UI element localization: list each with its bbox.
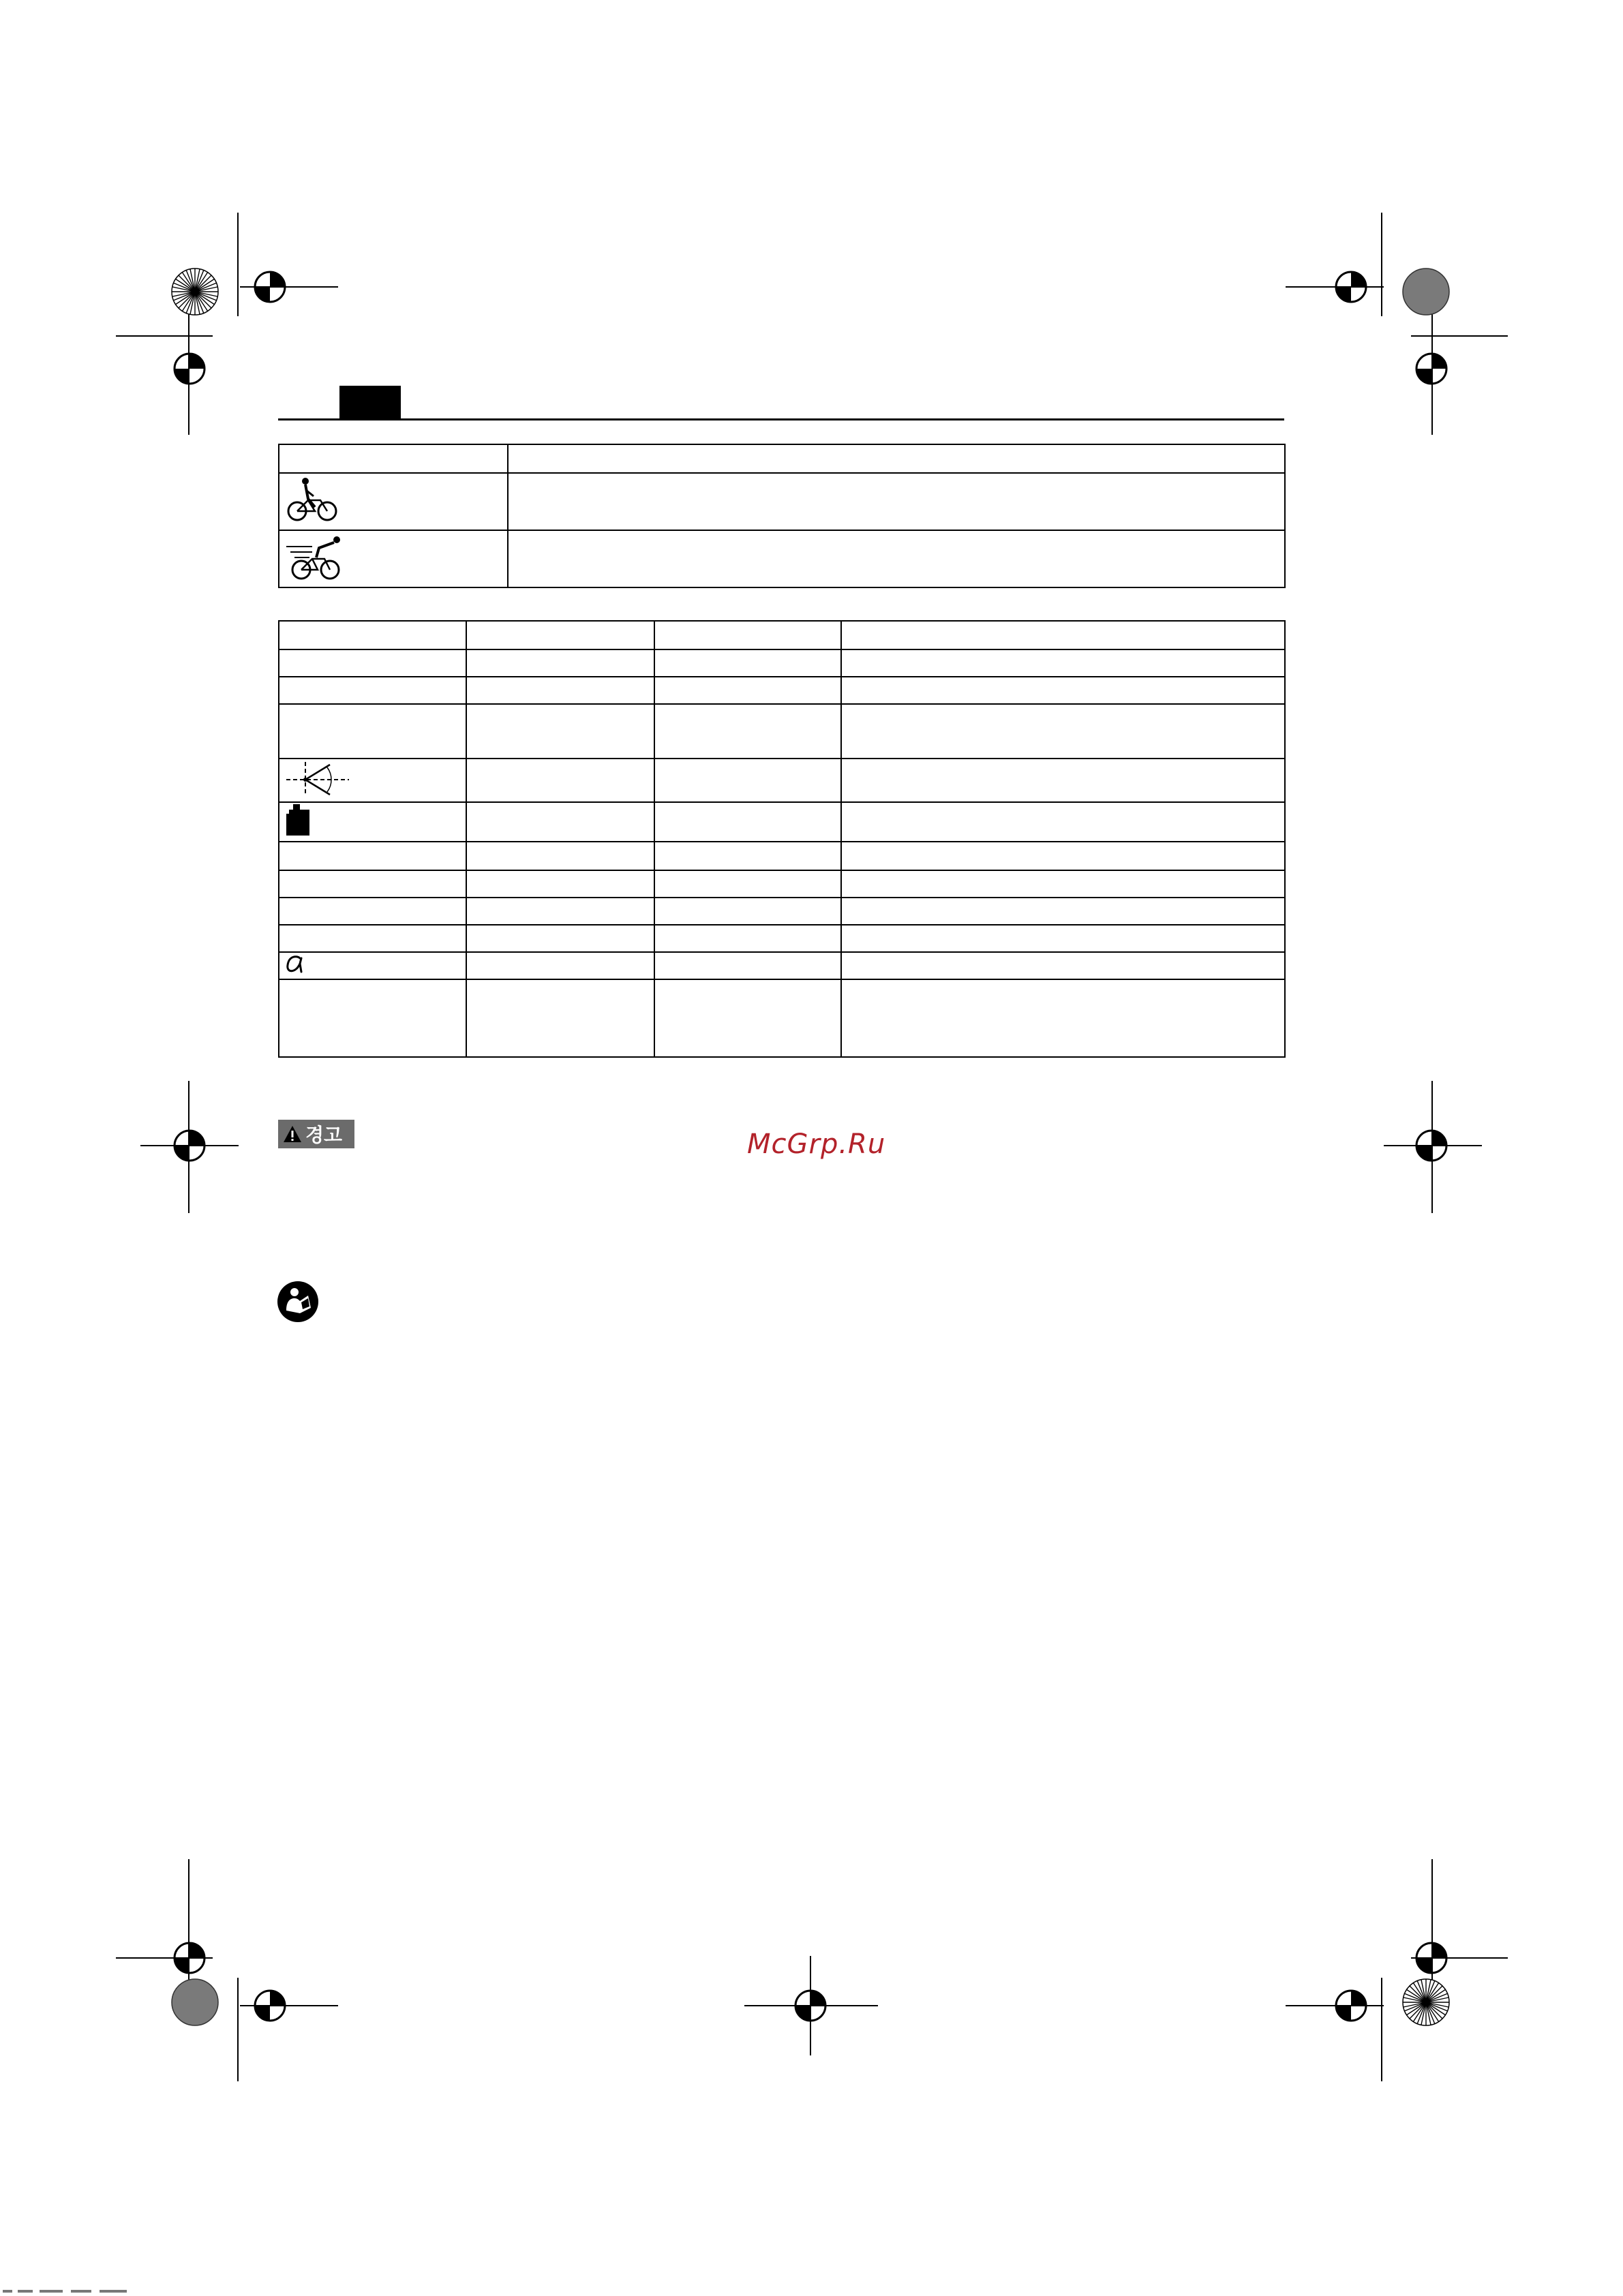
mode-description <box>508 473 1285 530</box>
mode-table <box>278 444 1286 588</box>
warning-triangle-icon <box>282 1124 303 1144</box>
table-cell <box>841 898 1285 925</box>
table-cell <box>466 898 654 925</box>
table-row <box>279 677 1285 704</box>
spec-table <box>278 620 1286 1058</box>
star-wheel-icon <box>170 267 219 316</box>
registration-target-icon <box>1404 1931 1459 1985</box>
table-cell <box>466 952 654 979</box>
table-cell <box>466 649 654 677</box>
footer-print-marks <box>0 2289 150 2294</box>
table-cell <box>279 677 466 704</box>
table-cell <box>279 870 466 898</box>
angle-measure-icon <box>285 759 350 797</box>
registration-target-icon <box>162 1118 217 1173</box>
table-row <box>279 649 1285 677</box>
table-cell <box>841 925 1285 952</box>
table-cell <box>841 979 1285 1057</box>
table-row <box>279 473 1285 530</box>
read-manual-icon <box>277 1281 319 1323</box>
table-cell <box>279 979 466 1057</box>
table-cell <box>279 759 466 802</box>
table-cell <box>279 530 508 587</box>
table-cell <box>466 925 654 952</box>
table-row <box>279 621 1285 649</box>
pedestrian-bicycle-icon <box>285 476 339 523</box>
table-cell <box>279 898 466 925</box>
registration-target-icon <box>1404 1118 1459 1173</box>
language-tab <box>339 386 401 418</box>
table-cell <box>279 952 466 979</box>
table-row <box>279 952 1285 979</box>
grey-dot-icon <box>1401 267 1451 316</box>
table-row <box>279 842 1285 870</box>
table-cell <box>466 759 654 802</box>
alpha-symbol-icon <box>285 953 305 975</box>
table-cell <box>654 759 841 802</box>
table-cell <box>654 649 841 677</box>
table-row <box>279 979 1285 1057</box>
table-cell <box>279 444 508 473</box>
table-cell <box>466 677 654 704</box>
registration-target-icon <box>243 1978 297 2033</box>
table-cell <box>841 759 1285 802</box>
registration-target-icon <box>162 1931 217 1985</box>
table-cell <box>466 979 654 1057</box>
table-cell <box>654 979 841 1057</box>
table-cell <box>466 802 654 842</box>
registration-target-icon <box>1404 341 1459 396</box>
table-cell <box>654 677 841 704</box>
table-cell <box>654 802 841 842</box>
table-cell <box>654 870 841 898</box>
table-cell <box>841 677 1285 704</box>
table-row <box>279 530 1285 587</box>
table-row <box>279 802 1285 842</box>
table-cell <box>466 870 654 898</box>
registration-target-icon <box>162 341 217 396</box>
grey-dot-icon <box>170 1978 219 2027</box>
table-cell <box>654 952 841 979</box>
table-cell <box>279 704 466 759</box>
registration-target-icon <box>1324 1978 1378 2033</box>
table-cell <box>279 802 466 842</box>
table-cell <box>279 842 466 870</box>
table-cell <box>841 621 1285 649</box>
table-cell <box>654 621 841 649</box>
table-cell <box>279 925 466 952</box>
fast-cyclist-icon <box>285 533 346 581</box>
warning-label: 경고 <box>305 1124 343 1146</box>
table-cell <box>654 898 841 925</box>
watermark-text: McGrp.Ru <box>747 1129 886 1160</box>
registration-target-icon <box>783 1978 838 2033</box>
table-row <box>279 925 1285 952</box>
table-row <box>279 759 1285 802</box>
table-cell <box>654 842 841 870</box>
mode-description <box>508 530 1285 587</box>
warning-badge <box>278 1120 354 1148</box>
table-cell <box>508 444 1285 473</box>
table-row <box>279 898 1285 925</box>
table-cell <box>654 704 841 759</box>
table-cell <box>279 621 466 649</box>
table-row <box>279 870 1285 898</box>
table-cell <box>279 473 508 530</box>
table-row <box>279 704 1285 759</box>
table-cell <box>466 704 654 759</box>
weight-icon <box>285 803 312 837</box>
registration-target-icon <box>243 260 297 314</box>
table-row <box>279 444 1285 473</box>
table-cell <box>841 649 1285 677</box>
star-wheel-icon <box>1401 1978 1451 2027</box>
table-cell <box>841 952 1285 979</box>
table-cell <box>841 842 1285 870</box>
registration-target-icon <box>1324 260 1378 314</box>
table-cell <box>279 649 466 677</box>
table-cell <box>466 842 654 870</box>
header-rule <box>278 418 1284 420</box>
table-cell <box>841 802 1285 842</box>
table-cell <box>654 925 841 952</box>
table-cell <box>841 704 1285 759</box>
table-cell <box>841 870 1285 898</box>
table-cell <box>466 621 654 649</box>
